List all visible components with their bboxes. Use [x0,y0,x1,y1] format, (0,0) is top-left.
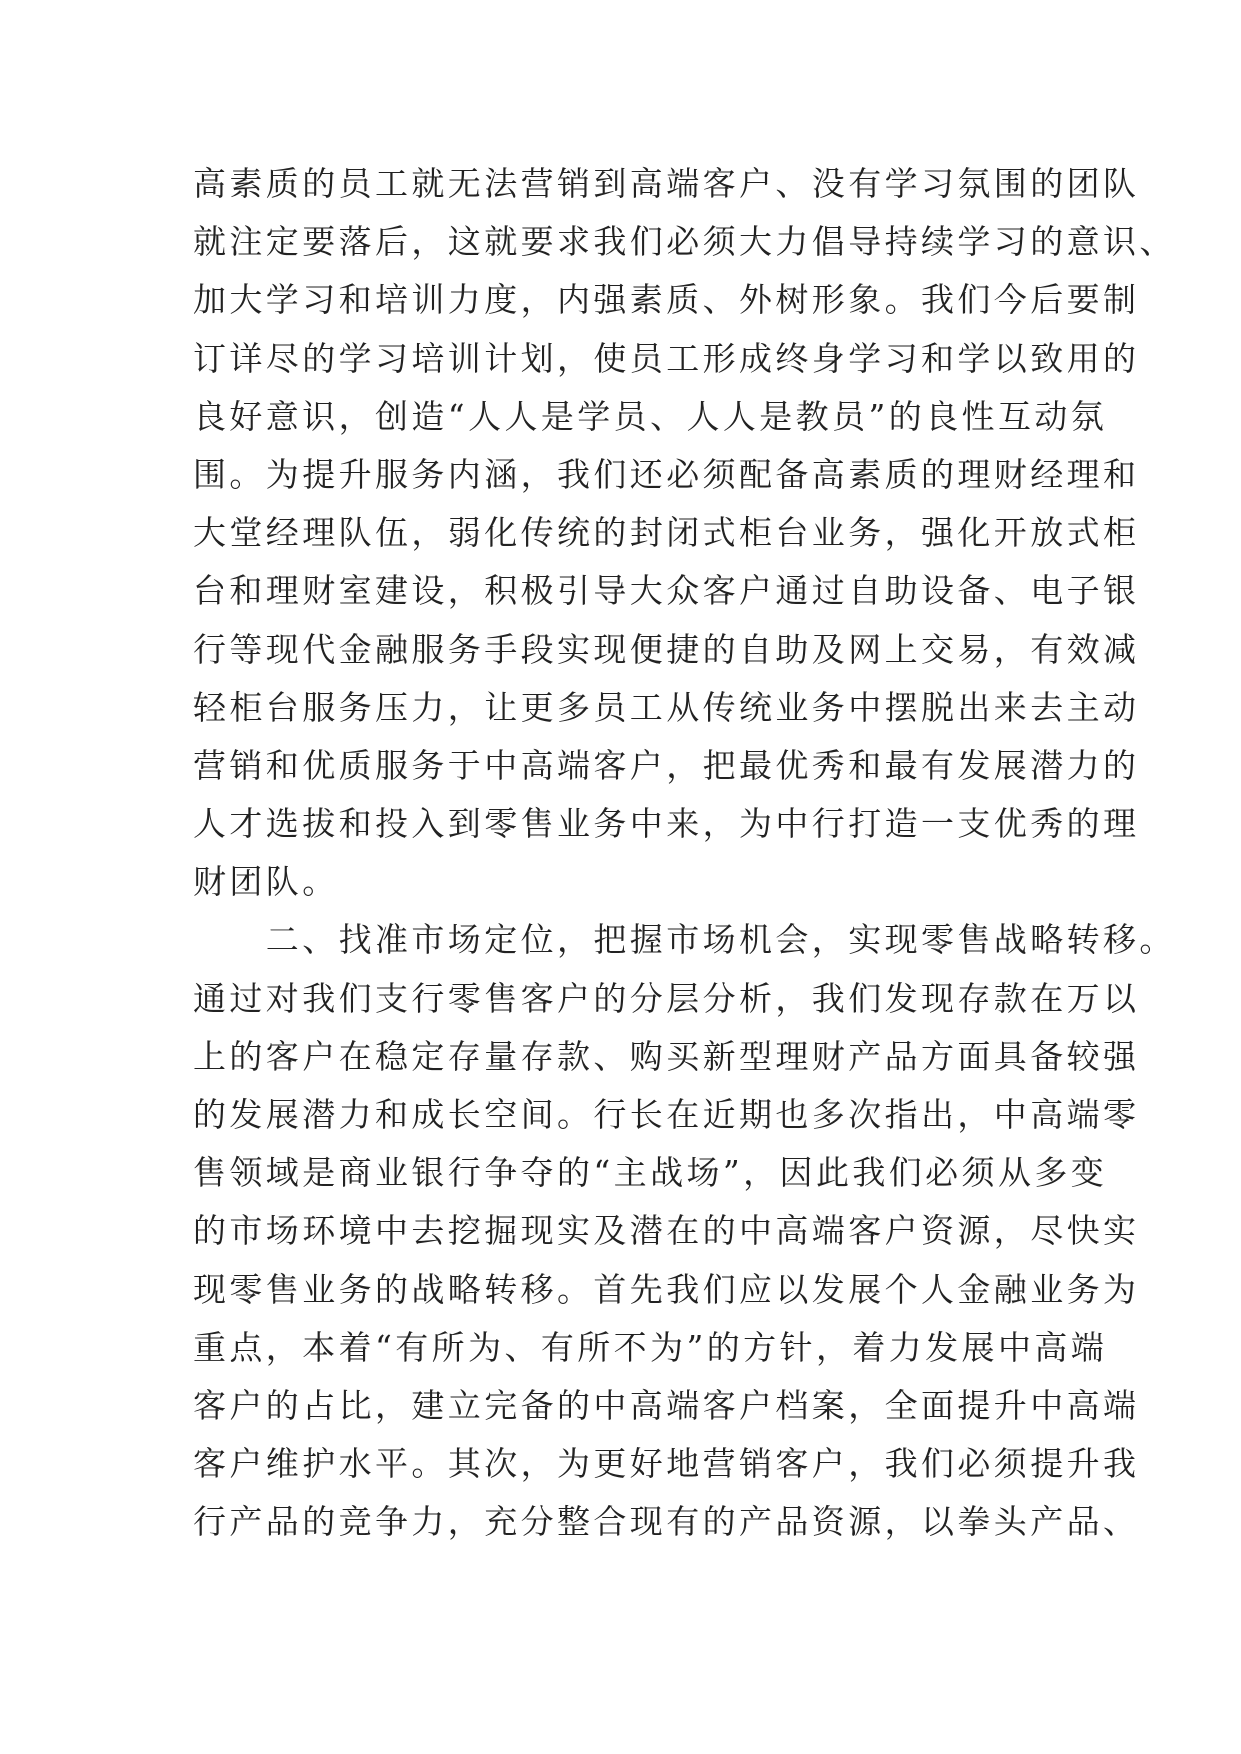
text-line: 营销和优质服务于中高端客户，把最优秀和最有发展潜力的 [193,745,1140,785]
text-line: 大堂经理队伍，弱化传统的封闭式柜台业务，强化开放式柜 [193,513,1140,553]
text-line: 上的客户在稳定存量存款、购买新型理财产品方面具备较强 [193,1036,1140,1076]
text-line: 的发展潜力和成长空间。行长在近期也多次指出，中高端零 [193,1095,1140,1134]
text-line: 轻柜台服务压力，让更多员工从传统业务中摆脱出来去主动 [193,687,1140,727]
text-line: 良好意识，创造“人人是学员、人人是教员”的良性互动氛 [193,396,1108,436]
text-line: 就注定要落后，这就要求我们必须大力倡导持续学习的意识、 [193,222,1176,262]
text-line: 的市场环境中去挖掘现实及潜在的中高端客户资源，尽快实 [193,1211,1140,1251]
text-line: 台和理财室建设，积极引导大众客户通过自助设备、电子银 [193,571,1140,611]
body-text [193,155,1176,1552]
text-line: 通过对我们支行零售客户的分层分析，我们发现存款在万以 [193,978,1140,1018]
text-line: 高素质的员工就无法营销到高端客户、没有学习氛围的团队 [193,164,1140,203]
text-line: 订详尽的学习培训计划，使员工形成终身学习和学以致用的 [193,338,1140,378]
text-line: 二、找准市场定位，把握市场机会，实现零售战略转移。 [193,920,1176,960]
text-line: 行等现代金融服务手段实现便捷的自助及网上交易，有效减 [193,629,1140,669]
text-line: 客户维护水平。其次，为更好地营销客户，我们必须提升我 [193,1444,1140,1484]
text-line: 人才选拔和投入到零售业务中来，为中行打造一支优秀的理 [193,804,1140,844]
text-line: 重点，本着“有所为、有所不为”的方针，着力发展中高端 [193,1327,1108,1367]
text-line: 财团队。 [193,862,339,902]
text-line: 售领域是商业银行争夺的“主战场”，因此我们必须从多变 [193,1153,1108,1193]
text-line: 围。为提升服务内涵，我们还必须配备高素质的理财经理和 [193,454,1140,494]
text-line: 行产品的竞争力，充分整合现有的产品资源，以拳头产品、 [193,1502,1140,1542]
text-line: 加大学习和培训力度，内强素质、外树形象。我们今后要制 [193,280,1140,320]
text-line: 客户的占比，建立完备的中高端客户档案，全面提升中高端 [193,1385,1140,1425]
text-line: 现零售业务的战略转移。首先我们应以发展个人金融业务为 [193,1269,1140,1309]
